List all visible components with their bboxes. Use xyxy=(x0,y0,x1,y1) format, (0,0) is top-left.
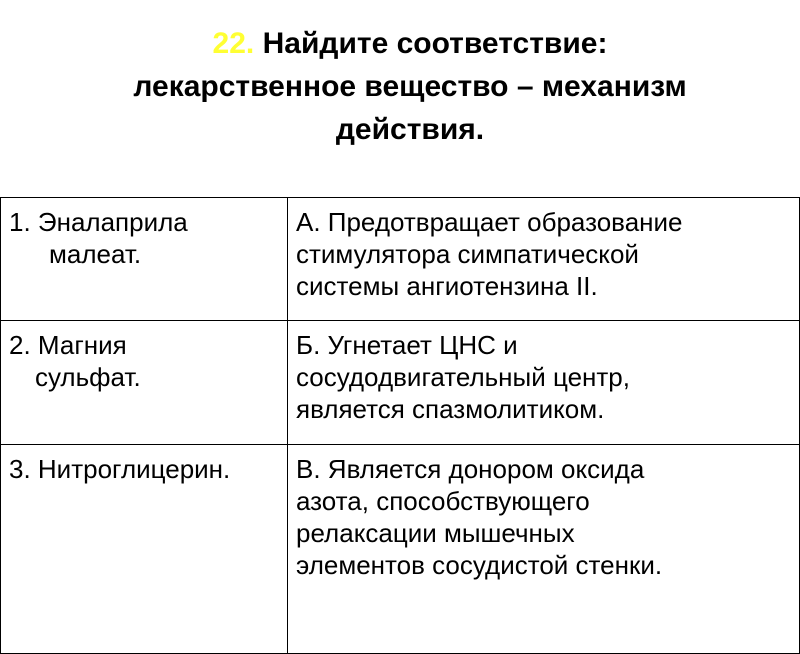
mechanism-line: сосудодвигательный центр, xyxy=(296,362,630,392)
mechanism-line: релаксации мышечных xyxy=(296,518,575,548)
drug-cell xyxy=(1,321,288,445)
mechanism-line: азота, способствующего xyxy=(296,486,590,516)
mechanism-cell xyxy=(288,198,800,321)
title-line-2: лекарственное вещество – механизм xyxy=(133,70,687,103)
table-row xyxy=(1,321,800,445)
title-line-1: Найдите соответствие: xyxy=(262,27,608,60)
drug-line: малеат. xyxy=(49,239,142,269)
question-number: 22. xyxy=(212,27,255,60)
drug-line: 3. Нитроглицерин. xyxy=(9,454,231,484)
mechanism-cell xyxy=(288,445,800,654)
mechanism-line: является спазмолитиком. xyxy=(296,394,605,424)
drug-line: 1. Эналаприла xyxy=(9,207,188,237)
mechanism-line: В. Является донором оксида xyxy=(296,454,645,484)
mechanism-line: системы ангиотензина II. xyxy=(296,271,598,301)
slide-title xyxy=(40,22,780,151)
mechanism-line: элементов сосудистой стенки. xyxy=(296,550,663,580)
table-row xyxy=(1,198,800,321)
mechanism-line: стимулятора симпатической xyxy=(296,239,639,269)
table-row xyxy=(1,445,800,654)
mechanism-cell xyxy=(288,321,800,445)
drug-line: сульфат. xyxy=(35,362,141,392)
matching-table xyxy=(0,197,800,654)
title-line-3: действия. xyxy=(335,113,485,146)
mechanism-line: Б. Угнетает ЦНС и xyxy=(296,330,518,360)
drug-cell xyxy=(1,445,288,654)
drug-line: 2. Магния xyxy=(9,330,127,360)
mechanism-line: А. Предотвращает образование xyxy=(296,207,683,237)
drug-cell xyxy=(1,198,288,321)
